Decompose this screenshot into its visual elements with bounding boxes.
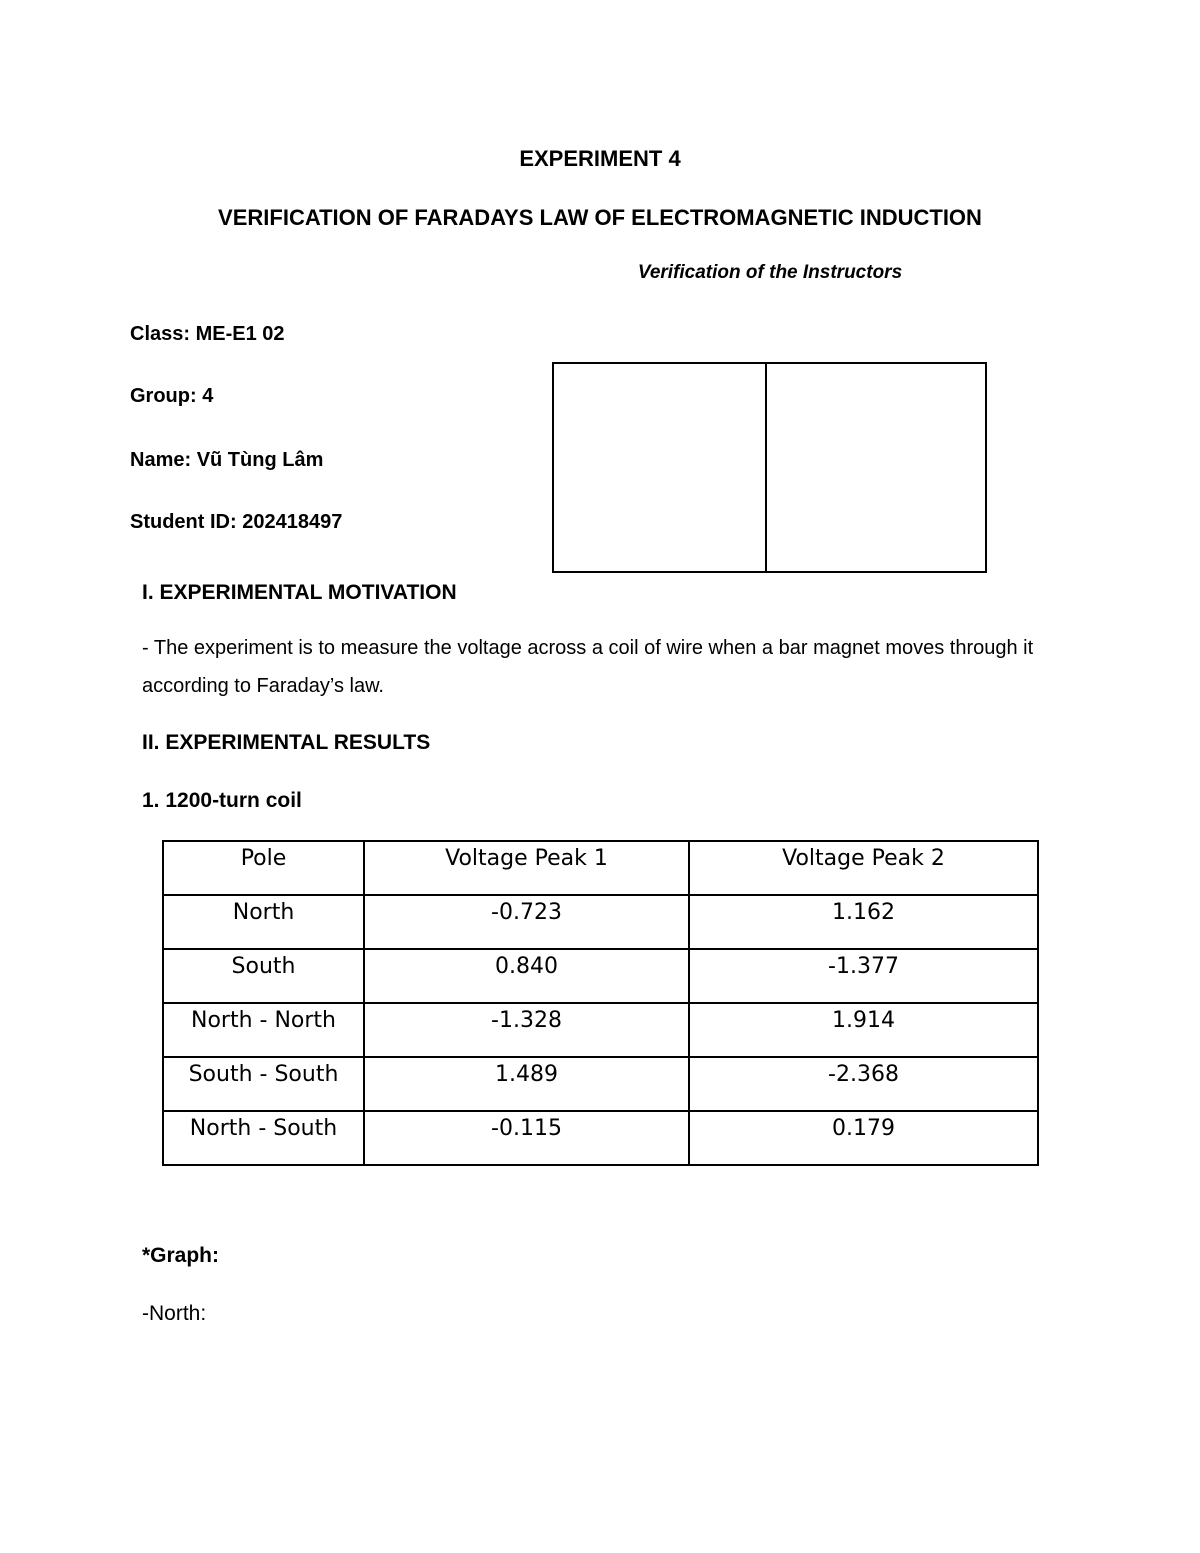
class-info: Class: ME-E1 02: [130, 323, 285, 345]
graph-label: *Graph:: [142, 1244, 220, 1267]
motivation-text: - The experiment is to measure the voltage across a coil of wire when a bar magnet moves through it according to Faraday’s law.: [142, 637, 1034, 697]
table-header-cell: Pole: [163, 841, 364, 895]
results-heading: II. EXPERIMENTAL RESULTS: [142, 731, 431, 754]
table-header-row: [163, 841, 1038, 895]
instructor-signature-box: [552, 362, 987, 573]
table-cell: North - South: [163, 1111, 364, 1165]
coil-subheading: 1. 1200-turn coil: [142, 789, 302, 812]
group-info: Group: 4: [130, 385, 214, 407]
signature-box-divider: [765, 364, 767, 571]
table-cell: -0.115: [364, 1111, 689, 1165]
table-row: [163, 1111, 1038, 1165]
table-cell: -0.723: [364, 895, 689, 949]
table-cell: 0.840: [364, 949, 689, 1003]
table-row: [163, 949, 1038, 1003]
voltage-peaks-table: [162, 840, 1039, 1166]
table-cell: South - South: [163, 1057, 364, 1111]
motivation-heading: I. EXPERIMENTAL MOTIVATION: [142, 581, 457, 604]
table-row: [163, 895, 1038, 949]
table-cell: South: [163, 949, 364, 1003]
table-cell: -1.377: [689, 949, 1038, 1003]
name-info: Name: Vũ Tùng Lâm: [130, 449, 324, 471]
experiment-title: EXPERIMENT 4: [519, 146, 681, 171]
table-cell: -1.328: [364, 1003, 689, 1057]
table-header-cell: Voltage Peak 2: [689, 841, 1038, 895]
instructor-verification-label: Verification of the Instructors: [637, 262, 903, 283]
table-header-cell: Voltage Peak 1: [364, 841, 689, 895]
table-cell: -2.368: [689, 1057, 1038, 1111]
north-graph-label: -North:: [142, 1302, 207, 1325]
table-cell: North - North: [163, 1003, 364, 1057]
table-cell: North: [163, 895, 364, 949]
student-id-info: Student ID: 202418497: [130, 511, 343, 533]
table-cell: 1.914: [689, 1003, 1038, 1057]
table-cell: 0.179: [689, 1111, 1038, 1165]
table-row: [163, 1003, 1038, 1057]
table-cell: 1.489: [364, 1057, 689, 1111]
table-row: [163, 1057, 1038, 1111]
table-cell: 1.162: [689, 895, 1038, 949]
experiment-subtitle: VERIFICATION OF FARADAYS LAW OF ELECTROMAGNETIC INDUCTION: [218, 205, 982, 230]
